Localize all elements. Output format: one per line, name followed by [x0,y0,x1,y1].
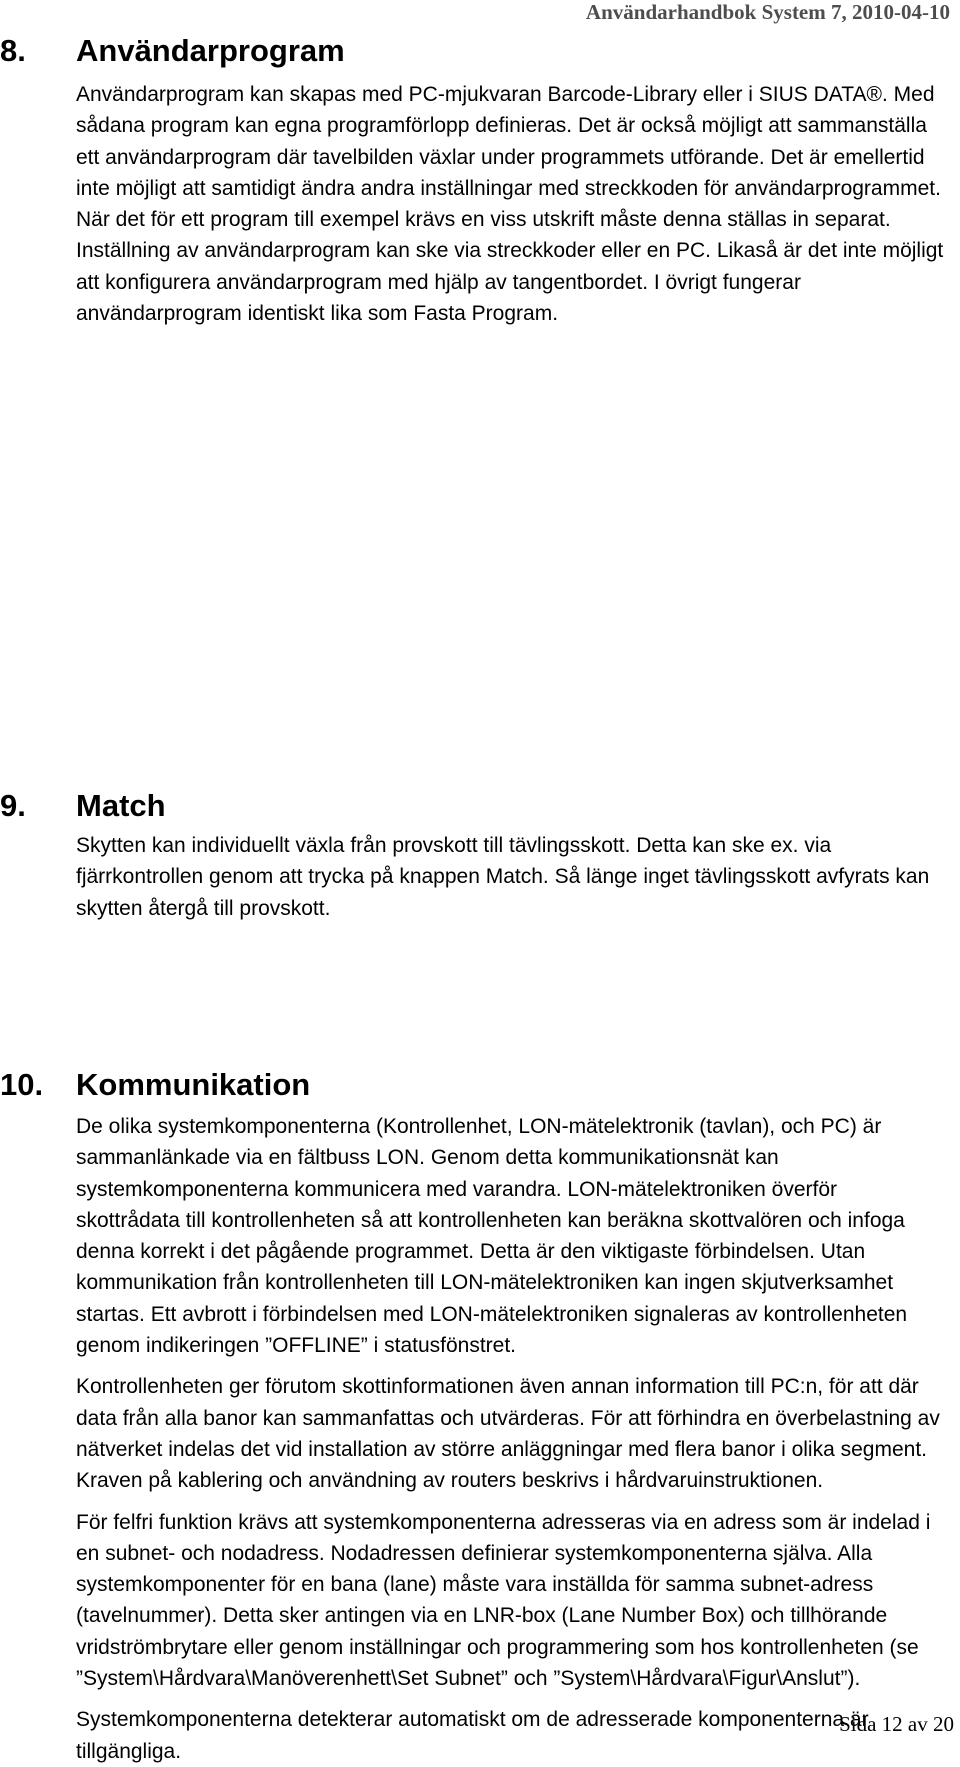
section-number: 9. [0,788,26,823]
section-title: Match [76,788,166,823]
paragraph: Skytten kan individuellt växla från provskott till tävlingsskott. Detta kan ske ex. via fjärrkontrollen genom att trycka på knappen Match. Så länge inget tävlingsskott avfyrats kan skytten återgå till provskott. [76,834,930,920]
section-match [0,785,960,924]
section-title: Användarprogram [76,33,345,68]
section-kommunikation [0,1064,960,1767]
paragraph: Systemkomponenterna detekterar automatiskt om de adresserade komponenterna är tillgängliga. [76,1708,869,1763]
section-heading [0,1064,960,1106]
paragraph: För felfri funktion krävs att systemkomponenterna adresseras via en adress som är indelad i en subnet- och nodadress. Nodadressen definierar systemkomponenterna själva. Alla systemkomponenter för en bana (lane) måste vara inställda för samma subnet-adress (tavelnummer). Detta sker antingen via en LNR-box (Lane Number Box) och tillhörande vridströmbrytare eller genom inställningar och programmering som hos kontrollenheten (se ”System\Hårdvara\Manöverenhett\Set Subnet” och ”System\Hårdvara\Figur\Anslut”). [76,1510,931,1691]
section-title: Kommunikation [76,1067,311,1102]
page-number: Sida 12 av 20 [839,1712,954,1736]
section-number: 10. [0,1067,44,1102]
section-heading [0,785,960,827]
document-header: Användarhandbok System 7, 2010-04-10 [585,0,950,24]
paragraph: De olika systemkomponenterna (Kontrollenhet, LON-mätelektronik (tavlan), och PC) är sammanlänkade via en fältbuss LON. Genom detta kommunikationsnät kan systemkomponenterna kommunicera med varandra. LON-mätelektroniken överför skottrådata till kontrollenheten så att kontrollenheten kan beräkna skottvalören och infoga denna korrekt i det pågående programmet. Detta är den viktigaste förbindelsen. Utan kommunikation från kontrollenheten till LON-mätelektroniken kan ingen skjutverksamhet startas. Ett avbrott i förbindelsen med LON-mätelektroniken signaleras av kontrollenheten genom indikeringen ”OFFLINE” i statusfönstret. [76,1115,908,1358]
section-anvandarprogram [0,30,960,329]
paragraph: Kontrollenheten ger förutom skottinformationen även annan information till PC:n, för att där data från alla banor kan sammanfattas och utvärderas. För att förhindra en överbelastning av nätverket indelas det vid installation av större anläggningar med flera banor i olika segment. Kraven på kablering och användning av routers beskrivs i hårdvaruinstruktionen. [76,1375,940,1493]
section-heading [0,30,960,72]
paragraph: Användarprogram kan skapas med PC-mjukvaran Barcode-Library eller i SIUS DATA®. Med sådana program kan egna programförlopp definieras. Det är också möjligt att sammanställa ett användarprogram där tavelbilden växlar under programmets utförande. Det är emellertid inte möjligt att samtidigt ändra andra inställningar med streckkoden för användarprogrammet. När det för ett program till exempel krävs en viss utskrift måste denna ställas in separat. Inställning av användarprogram kan ske via streckkoder eller en PC. Likaså är det inte möjligt att konfigurera användarprogram med hjälp av tangentbordet. I övrigt fungerar användarprogram identiskt lika som Fasta Program. [76,83,944,326]
section-number: 8. [0,33,26,68]
